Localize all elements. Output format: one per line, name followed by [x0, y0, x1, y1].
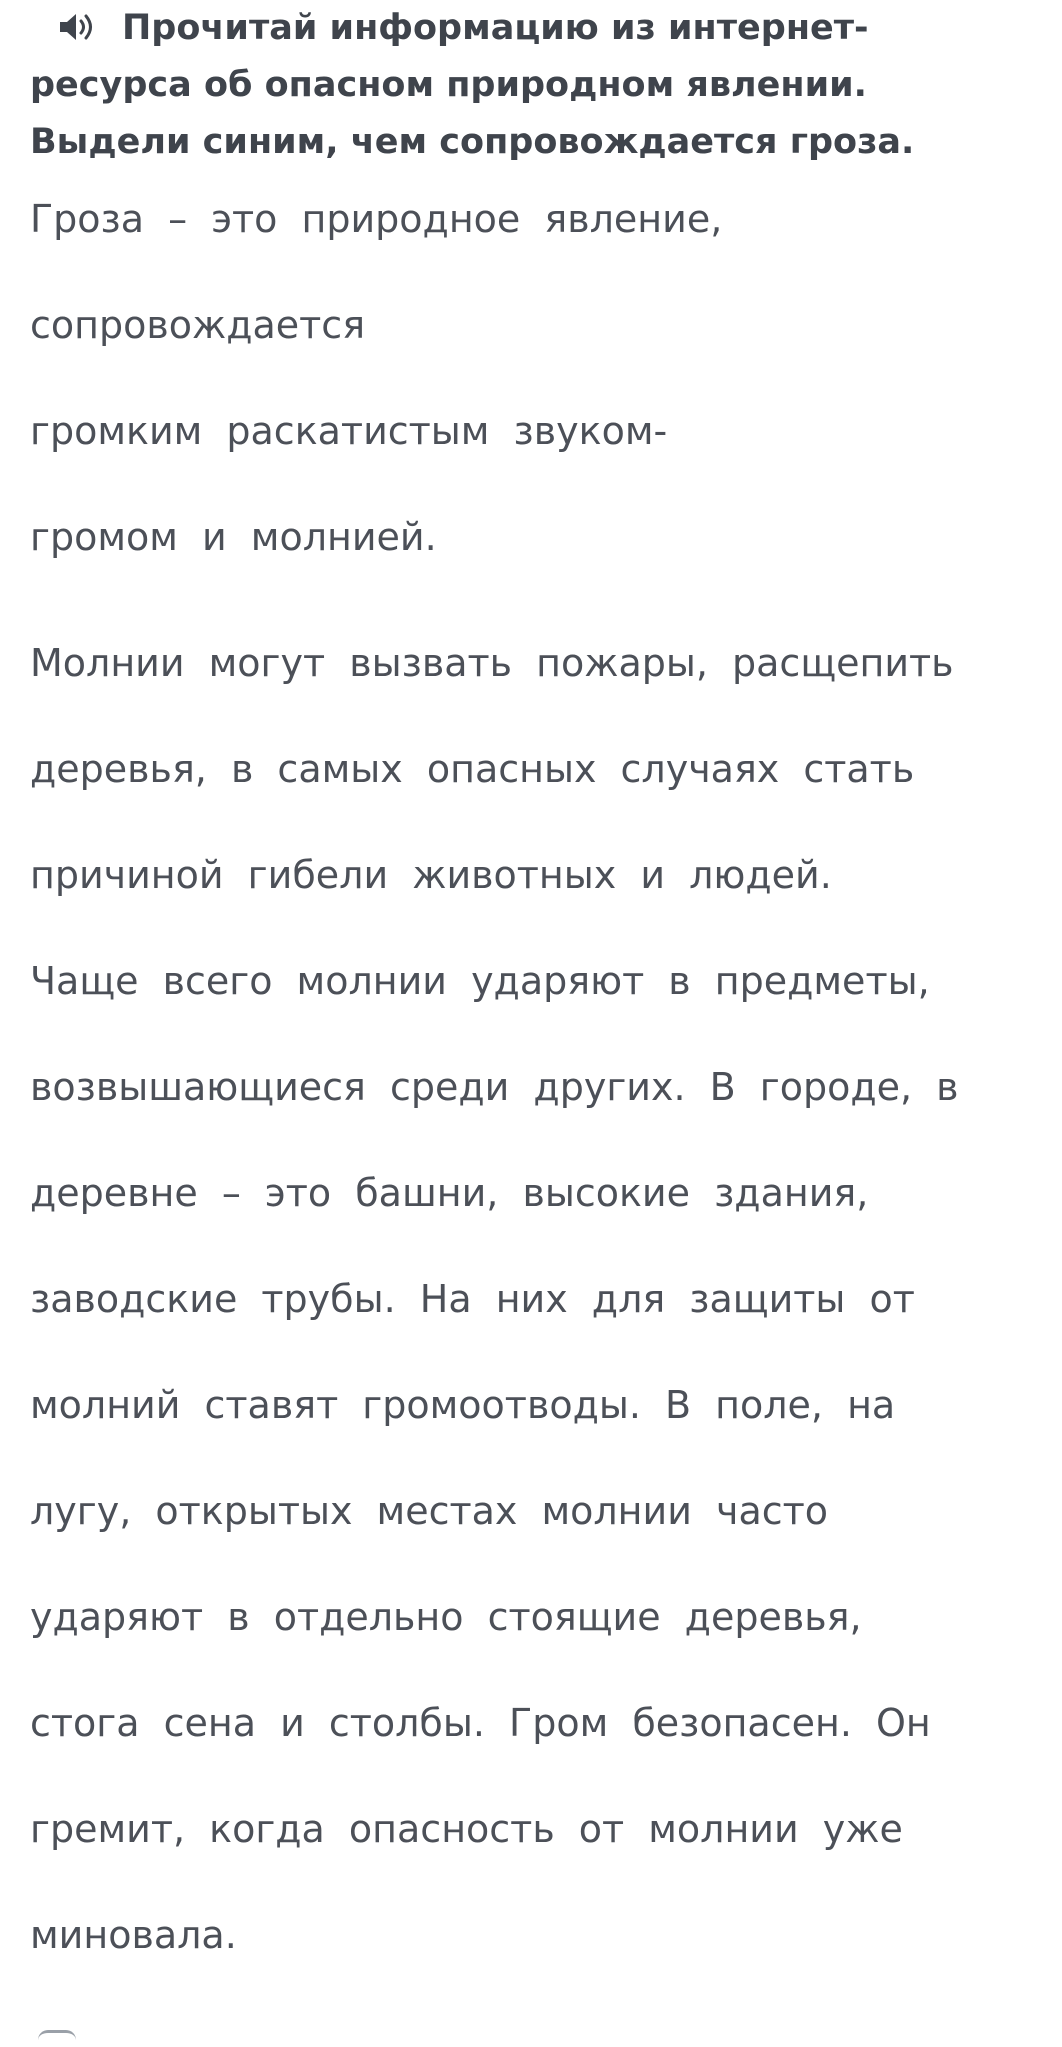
text-line[interactable]: деревья, в самых опасных случаях стать	[30, 747, 915, 791]
text-line[interactable]: заводские трубы. На них для защиты от	[30, 1277, 915, 1321]
cropped-glyph	[38, 2030, 76, 2047]
task-line-1	[30, 0, 1040, 57]
paragraph-lightning-danger	[30, 610, 959, 1988]
speaker-icon[interactable]	[58, 12, 98, 42]
task-instruction	[30, 0, 1040, 171]
text-line[interactable]: ударяют в отдельно стоящие деревья,	[30, 1595, 862, 1639]
text-line[interactable]: громким раскатистым звуком-	[30, 409, 668, 453]
text-line[interactable]: молний ставят громоотводы. В поле, на	[30, 1383, 896, 1427]
text-line[interactable]: Молнии могут вызвать пожары, расщепить	[30, 641, 954, 685]
text-line[interactable]: деревне – это башни, высокие здания,	[30, 1171, 869, 1215]
text-line[interactable]: стога сена и столбы. Гром безопасен. Он	[30, 1701, 931, 1745]
task-text-1: Прочитай информацию из интернет-	[122, 8, 869, 48]
paragraph-thunderstorm-definition	[30, 166, 722, 590]
text-line[interactable]: Чаще всего молнии ударяют в предметы,	[30, 959, 930, 1003]
text-line[interactable]: Гроза – это природное явление,	[30, 197, 723, 241]
text-line[interactable]: сопровождается	[30, 303, 366, 347]
text-line[interactable]: гремит, когда опасность от молнии уже	[30, 1807, 903, 1851]
text-line[interactable]: причиной гибели животных и людей.	[30, 853, 832, 897]
text-line[interactable]: миновала.	[30, 1913, 237, 1957]
task-line-3: Выдели синим, чем сопровождается гроза.	[30, 122, 915, 162]
text-line[interactable]: лугу, открытых местах молнии часто	[30, 1489, 829, 1533]
text-line[interactable]: возвышающиеся среди других. В городе, в	[30, 1065, 959, 1109]
text-line[interactable]: громом и молнией.	[30, 515, 437, 559]
task-line-2: ресурса об опасном природном явлении.	[30, 65, 867, 105]
